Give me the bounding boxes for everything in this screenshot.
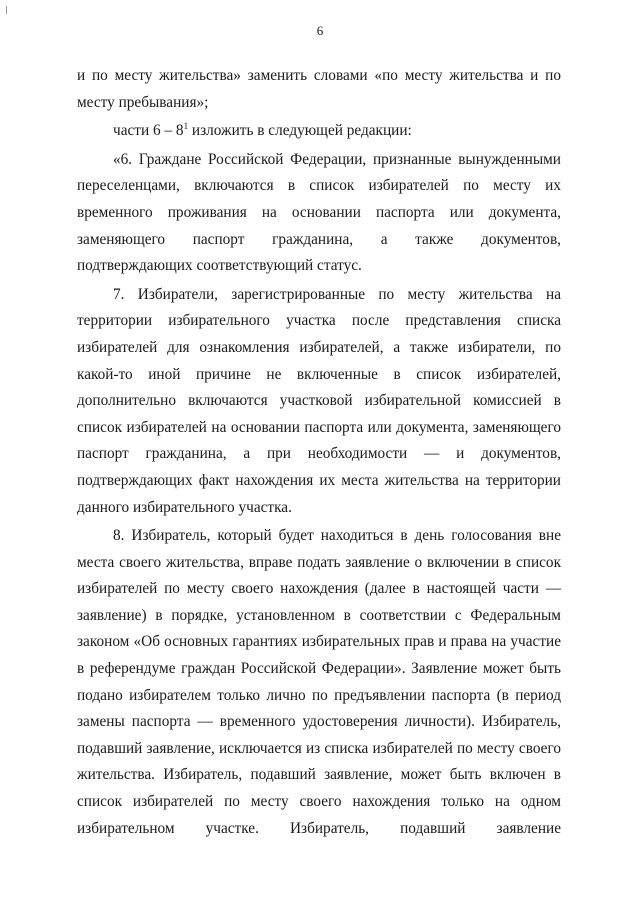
paragraph-part-8: 8. Избиратель, который будет находиться в день голосования вне места своего жительства, вправе подать заявление о включении в список избирателей по месту своего нахождения (далее в настоящей части — заявление) в порядке, установленном в соответствии с Федеральным законом «Об основных гарантиях избирательных прав и права на участие в референдуме граждан Российской Федерации». Заявление может быть подано избирателем только лично по предъявлении паспорта (в период замены паспорта — временного удостоверения личности). Избиратель, подавший заявление, исключается из списка избирателей по месту своего жительства. Избиратель, подавший заявление, может быть включен в список избирателей по месту своего нахождения только на одном избирательном участке. Избиратель, подавший заявление bbox=[77, 527, 561, 837]
paragraph-continuation: и по месту жительства» заменить словами «по месту жительства и по месту пребывания»; bbox=[77, 67, 561, 111]
scan-corner-mark bbox=[6, 6, 7, 14]
amendment-intro-text-end: изложить в следующей редакции: bbox=[188, 122, 412, 140]
document-body bbox=[77, 63, 561, 844]
paragraph-part-7: 7. Избиратели, зарегистрированные по месту жительства на территории избирательного участка после представления списка избирателей для ознакомления избирателей, а также избиратели, по какой-то иной причине не включенные в список избирателей, дополнительно включаются участковой избирательной комиссией в список избирателей на основании паспорта или документа, заменяющего паспорт гражданина, а при необходимости — и документов, подтверждающих факт нахождения их места жительства на территории данного избирательного участка. bbox=[77, 285, 561, 516]
superscript-index: 1 bbox=[183, 121, 189, 132]
amendment-intro-text-start: части 6 – 8 bbox=[113, 122, 184, 140]
paragraph-part-6: «6. Граждане Российской Федерации, признанные вынужденными переселенцами, включаются в список избирателей по месту их временного проживания на основании паспорта или документа, заменяющего паспорт гражданина, а также документов, подтверждающих соответствующий статус. bbox=[77, 150, 561, 275]
page-number: 6 bbox=[316, 23, 324, 38]
paragraph-amendment-intro bbox=[77, 118, 561, 145]
